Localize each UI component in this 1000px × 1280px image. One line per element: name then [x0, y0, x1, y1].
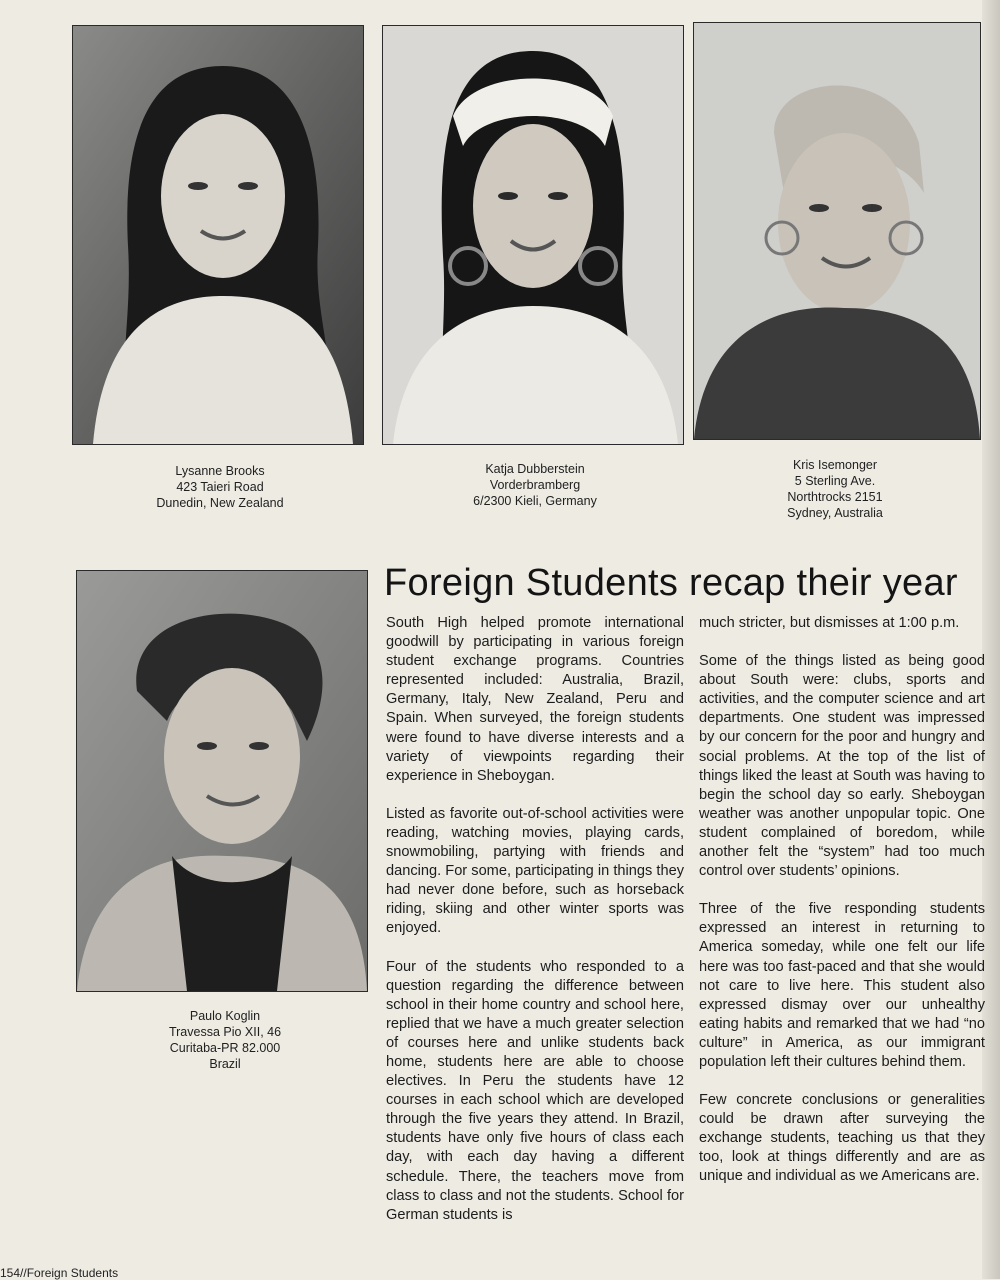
paragraph: Four of the students who responded to a question regarding the difference between school in their home country and school here, replied that we have a much greater selection of courses here and unlike students back home, students here are able to choose electives. In Peru the students have 12 courses in each school which are developed through the five years they attend. In Brazil, students have only five hours of class each day, with each day having a different schedule. There, the teachers move from class to class and not the students. School for German students is: [386, 958, 684, 1223]
photo-kris-isemonger: [693, 22, 981, 440]
address-line: 423 Taieri Road: [176, 480, 264, 494]
address-line: Travessa Pio XII, 46: [168, 1025, 282, 1039]
paragraph: Some of the things listed as being good about South were: clubs, sports and activities, and the computer science and art departments. One student was impressed by our concern for the poor and hungry and social problems. At the top of the list of things liked the least at South was having to begin the school day so early. Sheboygan weather was another unpopular topic. One student complained of boredom, while another felt the “system” had too much control over students’ opinions.: [699, 653, 985, 880]
photo-lysanne-brooks: [72, 25, 364, 445]
page-folio: 154//Foreign Students: [0, 1266, 119, 1280]
photo-paulo-koglin: [76, 570, 368, 992]
student-name: Paulo Koglin: [189, 1009, 261, 1023]
paragraph: Few concrete conclusions or generalities could be drawn after surveying the exchange students, teaching us that they too, look at things differently and are as unique and individual as we Americans are.: [699, 1092, 985, 1185]
photo-katja-dubberstein: [382, 25, 684, 445]
paragraph: Listed as favorite out-of-school activities were reading, watching movies, playing cards, snowmobiling, partying with friends and dancing. For some, participating in things they had never done before, such as horseback riding, skiing and other winter sports was enjoyed.: [386, 805, 684, 937]
paragraph: South High helped promote international goodwill by participating in various foreign student exchange programs. Countries represented included: Australia, Brazil, Germany, Italy, New Zealand, Peru and Spain. When surveyed, the foreign students were found to have diverse interests and a variety of viewpoints regarding their experience in Sheboygan.: [386, 615, 684, 784]
article-column-2: [699, 614, 985, 1206]
address-line: Vorderbramberg: [489, 478, 581, 492]
caption-katja-dubberstein: [455, 461, 615, 509]
address-line: 5 Sterling Ave.: [794, 474, 876, 488]
student-name: Lysanne Brooks: [175, 464, 265, 478]
caption-paulo-koglin: [145, 1008, 305, 1072]
article-headline: Foreign Students recap their year: [384, 562, 958, 604]
paragraph: much stricter, but dismisses at 1:00 p.m.: [699, 615, 960, 631]
article-column-1: [386, 614, 684, 1244]
paragraph: Three of the five responding students expressed an interest in returning to America someday, while one felt our life here was too fast-paced and that she would not care to live here. This student also expressed dismay over our unhealthy eating habits and remarked that we had “no culture” in America, as our immigrant population left their cultures behind them.: [699, 901, 985, 1070]
address-line: Curitaba-PR 82.000: [169, 1041, 281, 1055]
address-line: Dunedin, New Zealand: [156, 496, 284, 510]
caption-lysanne-brooks: [140, 463, 300, 511]
address-line: 6/2300 Kieli, Germany: [473, 494, 597, 508]
address-line: Sydney, Australia: [787, 506, 883, 520]
address-line: Northtrocks 2151: [787, 490, 883, 504]
student-name: Kris Isemonger: [792, 458, 878, 472]
address-line: Brazil: [209, 1057, 241, 1071]
caption-kris-isemonger: [760, 457, 910, 521]
student-name: Katja Dubberstein: [485, 462, 585, 476]
